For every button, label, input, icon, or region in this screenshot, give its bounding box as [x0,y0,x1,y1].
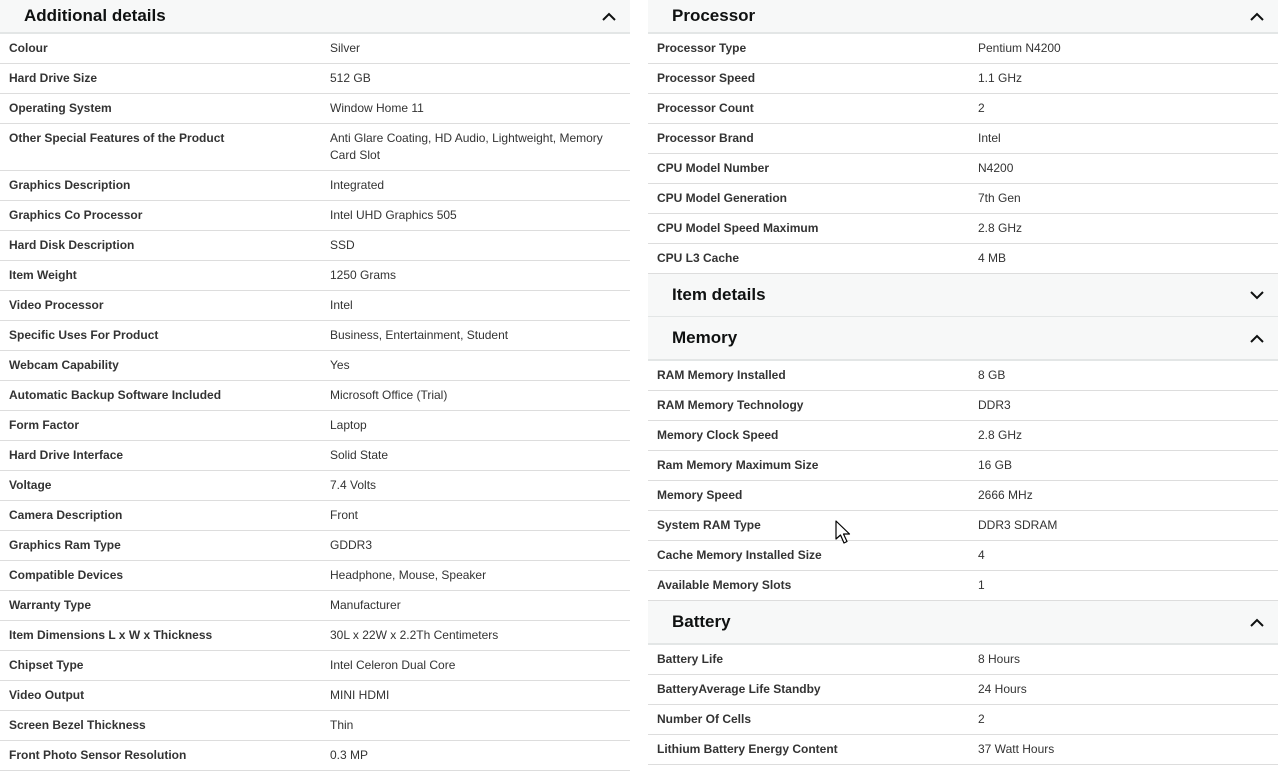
spec-label: Graphics Ram Type [9,538,121,552]
spec-value: Solid State [330,448,389,462]
section-title: Processor [672,6,756,25]
table-row [648,571,1278,601]
spec-value: 1250 Grams [330,268,397,282]
spec-label: BatteryAverage Life Standby [657,682,821,696]
processor-table [648,33,1278,274]
spec-value: 8 Hours [978,652,1021,666]
spec-label: Hard Drive Interface [9,448,124,462]
table-row [648,511,1278,541]
battery-table [648,644,1278,765]
spec-label: Memory Speed [657,488,743,502]
spec-value: DDR3 SDRAM [978,518,1058,532]
spec-label: RAM Memory Technology [657,398,804,412]
spec-value: Front [330,508,359,522]
spec-label: Screen Bezel Thickness [9,718,146,732]
spec-label: Video Output [9,688,85,702]
spec-label: CPU L3 Cache [657,251,740,265]
spec-label: Warranty Type [9,598,92,612]
spec-label: Graphics Description [9,178,131,192]
spec-value: Intel UHD Graphics 505 [330,208,457,222]
spec-label: Other Special Features of the Product [9,131,225,145]
spec-label: Memory Clock Speed [657,428,779,442]
spec-value: MINI HDMI [330,688,390,702]
table-row [0,94,630,124]
spec-value: Anti Glare Coating, HD Audio, Lightweight, Memory Card Slot [330,131,603,162]
spec-label: Available Memory Slots [657,578,792,592]
spec-value: Manufacturer [330,598,401,612]
spec-label: Battery Life [657,652,724,666]
table-row [0,651,630,681]
section-title: Battery [672,612,731,631]
spec-label: Processor Brand [657,131,754,145]
table-row [0,531,630,561]
spec-value: Integrated [330,178,385,192]
spec-value: 30L x 22W x 2.2Th Centimeters [330,628,499,642]
spec-value: 2.8 GHz [978,221,1023,235]
spec-value: 512 GB [330,71,371,85]
table-row [648,391,1278,421]
spec-value: 7.4 Volts [330,478,377,492]
spec-label: Cache Memory Installed Size [657,548,822,562]
table-row [648,214,1278,244]
spec-value: 8 GB [978,368,1006,382]
chevron-up-icon[interactable] [1250,615,1264,629]
table-row [0,171,630,201]
table-row [648,541,1278,571]
table-row [648,421,1278,451]
spec-label: Automatic Backup Software Included [9,388,222,402]
spec-label: Lithium Battery Energy Content [657,742,838,756]
table-row [0,351,630,381]
spec-label: Number Of Cells [657,712,752,726]
spec-value: 2.8 GHz [978,428,1023,442]
spec-value: 7th Gen [978,191,1021,205]
spec-value: Pentium N4200 [978,41,1061,55]
spec-label: Voltage [9,478,52,492]
table-row [648,735,1278,765]
table-row [0,124,630,171]
table-row [0,501,630,531]
table-row [0,711,630,741]
table-row [0,381,630,411]
table-row [0,681,630,711]
spec-value: 1.1 GHz [978,71,1023,85]
spec-label: Form Factor [9,418,80,432]
additional-details-table [0,33,630,771]
spec-value: 2 [978,712,985,726]
table-row [648,675,1278,705]
section-title: Additional details [24,6,166,25]
spec-label: Chipset Type [9,658,84,672]
spec-value: Silver [330,41,361,55]
chevron-down-icon[interactable] [1250,288,1264,302]
table-row [0,201,630,231]
spec-value: 37 Watt Hours [978,742,1055,756]
table-row [648,244,1278,274]
table-row [0,741,630,771]
table-row [0,621,630,651]
spec-label: Operating System [9,101,112,115]
item-details-header[interactable] [648,274,1278,317]
spec-value: Microsoft Office (Trial) [330,388,448,402]
spec-value: 0.3 MP [330,748,369,762]
spec-label: Hard Drive Size [9,71,98,85]
spec-label: CPU Model Generation [657,191,788,205]
spec-value: 24 Hours [978,682,1027,696]
table-row [0,34,630,64]
table-row [0,441,630,471]
spec-label: Item Dimensions L x W x Thickness [9,628,213,642]
table-row [648,64,1278,94]
spec-label: Webcam Capability [9,358,119,372]
chevron-up-icon[interactable] [1250,331,1264,345]
spec-value: Intel Celeron Dual Core [330,658,456,672]
spec-value: 1 [978,578,985,592]
spec-label: Front Photo Sensor Resolution [9,748,187,762]
table-row [648,154,1278,184]
table-row [648,124,1278,154]
spec-value: 2 [978,101,985,115]
spec-value: Window Home 11 [330,101,424,115]
spec-value: Intel [978,131,1001,145]
spec-label: CPU Model Number [657,161,770,175]
spec-value: 2666 MHz [978,488,1033,502]
table-row [0,261,630,291]
table-row [648,645,1278,675]
spec-label: Specific Uses For Product [9,328,159,342]
spec-value: Headphone, Mouse, Speaker [330,568,487,582]
memory-header[interactable] [648,317,1278,360]
spec-value: GDDR3 [330,538,373,552]
spec-label: Item Weight [9,268,77,282]
spec-label: Camera Description [9,508,123,522]
spec-value: N4200 [978,161,1014,175]
table-row [0,321,630,351]
spec-label: Ram Memory Maximum Size [657,458,819,472]
mouse-pointer-icon [835,520,853,546]
table-row [648,451,1278,481]
spec-value: 4 [978,548,985,562]
table-row [648,361,1278,391]
table-row [0,64,630,94]
spec-label: Compatible Devices [9,568,124,582]
spec-value: Business, Entertainment, Student [330,328,509,342]
table-row [648,184,1278,214]
chevron-up-icon[interactable] [1250,9,1264,23]
memory-table [648,360,1278,601]
spec-label: Graphics Co Processor [9,208,143,222]
table-row [0,561,630,591]
table-row [648,705,1278,735]
spec-value: 4 MB [978,251,1007,265]
spec-label: Hard Disk Description [9,238,135,252]
spec-value: DDR3 [978,398,1011,412]
spec-label: Processor Type [657,41,747,55]
spec-label: Video Processor [9,298,104,312]
battery-header[interactable] [648,601,1278,644]
table-row [0,291,630,321]
table-row [648,481,1278,511]
table-row [0,471,630,501]
spec-value: 16 GB [978,458,1013,472]
processor-header[interactable] [648,0,1278,33]
spec-value: Yes [330,358,350,372]
additional-details-header[interactable] [0,0,630,33]
spec-label: System RAM Type [657,518,761,532]
spec-label: Processor Speed [657,71,756,85]
left-column [0,0,630,771]
table-row [0,231,630,261]
spec-value: Thin [330,718,354,732]
spec-value: Laptop [330,418,367,432]
chevron-up-icon[interactable] [602,9,616,23]
spec-label: Processor Count [657,101,754,115]
table-row [0,591,630,621]
spec-label: RAM Memory Installed [657,368,786,382]
spec-label: Colour [9,41,48,55]
table-row [648,94,1278,124]
section-title: Memory [672,328,738,347]
right-column [648,0,1278,765]
table-row [0,411,630,441]
spec-value: SSD [330,238,355,252]
spec-value: Intel [330,298,353,312]
spec-label: CPU Model Speed Maximum [657,221,819,235]
section-title: Item details [672,285,766,304]
table-row [648,34,1278,64]
